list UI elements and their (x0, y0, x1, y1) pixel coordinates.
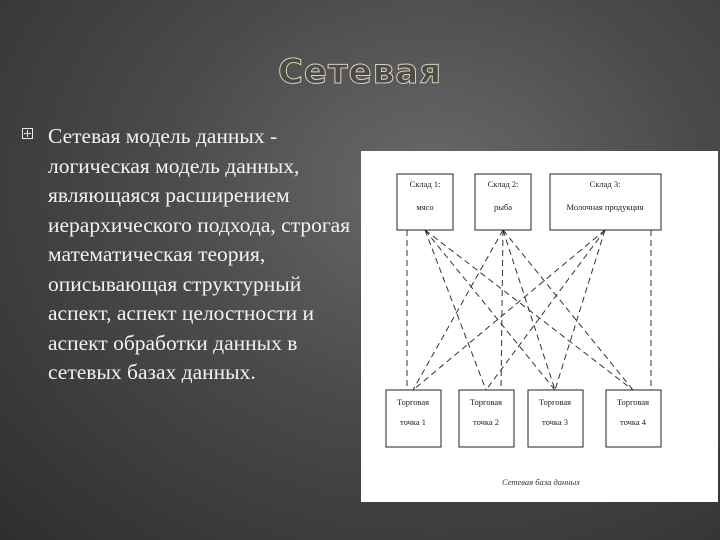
bottom-node-2-subtitle: точка 2 (472, 417, 500, 427)
bottom-node-1-subtitle: точка 1 (399, 417, 427, 427)
top-node-1-subtitle: мясо (416, 202, 434, 212)
bottom-node-1-title: Торговая (396, 397, 430, 407)
diagram-caption: Сетевая база данных (502, 477, 580, 487)
top-node-2-subtitle: рыба (493, 202, 513, 212)
bottom-node-4-subtitle: точка 4 (619, 417, 647, 427)
bottom-node-2-title: Торговая (469, 397, 503, 407)
bottom-node-3-title: Торговая (538, 397, 572, 407)
link-top3-bottom3 (555, 230, 605, 390)
bottom-node-4-title: Торговая (616, 397, 650, 407)
bottom-node-2 (459, 390, 514, 447)
link-top3-bottom1 (413, 230, 605, 390)
top-node-1-title: Склад 1: (409, 179, 441, 189)
bottom-node-4 (606, 390, 661, 447)
link-top2-bottom4 (503, 230, 633, 390)
bottom-node-3-subtitle: точка 3 (541, 417, 569, 427)
top-node-3-subtitle: Молочная продукция (566, 202, 644, 212)
top-node-2 (475, 174, 531, 230)
bullet-square-icon (22, 128, 33, 139)
top-node-1 (397, 174, 453, 230)
link-top1-bottom3 (425, 230, 555, 390)
bullet-text: Сетевая модель данных - логическая модель данных, являющаяся расширением иерархического подхода, строгая математическая теория, описывающая структурный аспект, аспект целостности и аспект обработки данных в сетевых базах данных. (48, 124, 351, 384)
link-top2-bottom3 (503, 230, 555, 390)
network-diagram (361, 151, 718, 502)
diagram-canvas (361, 151, 718, 502)
top-node-3-title: Склад 3: (589, 179, 621, 189)
bottom-node-1 (386, 390, 441, 447)
link-top1-bottom2 (425, 230, 486, 390)
link-top3-bottom2 (486, 230, 605, 390)
link-top2-bottom2 (501, 230, 503, 390)
diagram-links (407, 230, 651, 390)
slide-title: Сетевая (277, 52, 443, 92)
top-node-2-title: Склад 2: (487, 179, 519, 189)
bottom-node-3 (528, 390, 583, 447)
top-node-3 (550, 174, 661, 230)
